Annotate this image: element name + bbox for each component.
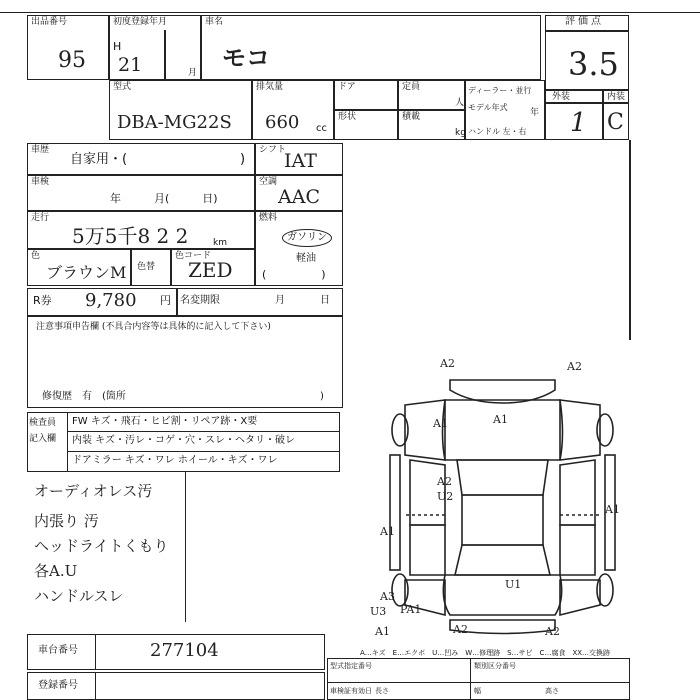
- km-unit: km: [213, 238, 227, 248]
- legend-vline: [470, 658, 471, 700]
- loading-label: 積載: [402, 112, 421, 122]
- register-vline: [95, 672, 96, 700]
- recycle-label: R券: [33, 294, 52, 307]
- register-label: 登録番号: [38, 680, 78, 691]
- chassis-value: 277104: [150, 640, 219, 661]
- tailgate: [443, 575, 561, 615]
- model-year-label: モデル年式: [468, 103, 508, 112]
- handwritten-note: ハンドルスレ: [34, 587, 124, 605]
- right-front-door: [560, 460, 595, 525]
- score-value: 3.5: [568, 45, 619, 83]
- fuel-label: 燃料: [259, 213, 278, 223]
- aircon-label: 空調: [259, 177, 278, 187]
- handwritten-note: 各A.U: [34, 562, 78, 580]
- eq-hline1: [67, 431, 340, 432]
- chassis-label: 車台番号: [38, 645, 78, 656]
- displacement-value: 660: [265, 112, 300, 133]
- first-reg-label: 初度登録年月: [113, 17, 168, 27]
- damage-mark: A2: [453, 623, 468, 636]
- cc-unit: cc: [316, 123, 327, 134]
- lot-number: 95: [58, 48, 86, 73]
- usage-close: ): [240, 152, 246, 167]
- eq-row-2: 内装 キズ・汚レ・コゲ・穴・スレ・ヘタリ・破レ: [72, 435, 295, 446]
- interior-label: 内装: [607, 92, 626, 102]
- legend-item-1: 類別区分番号: [474, 662, 516, 670]
- damage-mark: U2: [437, 490, 454, 503]
- damage-mark: A1: [375, 625, 390, 638]
- right-rear-door: [560, 525, 595, 575]
- model-name: モコ: [222, 43, 270, 72]
- car-diagram: [345, 345, 645, 645]
- handwritten-note: 内張り 汚: [34, 512, 99, 530]
- colorcode-label: 色コード: [175, 251, 212, 261]
- damage-mark: A2: [440, 357, 455, 370]
- left-fender: [405, 400, 445, 460]
- damage-mark: A1: [605, 503, 620, 516]
- legend-item-5: 高さ: [545, 687, 559, 695]
- capacity-label: 定員: [402, 82, 421, 92]
- inspection-label: 車検: [31, 177, 50, 187]
- exterior-label: 外装: [552, 92, 571, 102]
- dealer-label: ディーラー・並行: [468, 86, 532, 95]
- inspector-label: 検査員: [29, 418, 57, 428]
- right-border: [629, 140, 631, 340]
- damage-mark: A3: [380, 590, 395, 603]
- displacement-label: 排気量: [256, 82, 284, 92]
- fuel-paren: ( ): [262, 268, 326, 281]
- nc-day: 日: [320, 295, 330, 306]
- score-line: [545, 30, 629, 32]
- chassis-vline: [95, 634, 96, 670]
- top-strip: [0, 0, 700, 13]
- aircon-value: AAC: [278, 186, 320, 208]
- reg-year: 21: [118, 54, 143, 76]
- grade-hline: [545, 102, 629, 104]
- shift-label: シフト: [259, 145, 287, 155]
- colorcode-value: ZED: [188, 258, 233, 282]
- damage-mark: A1: [493, 413, 508, 426]
- damage-legend: A…キズ E…エクボ U…凹み W…修理跡 S…サビ C…腐食 XX…交換跡: [360, 649, 611, 657]
- damage-mark: A1: [433, 417, 448, 430]
- shape-label: 形状: [338, 112, 357, 122]
- fuel-diesel: 軽油: [296, 253, 316, 264]
- usage-value: 自家用・(: [70, 152, 128, 167]
- color-value: ブラウンM: [46, 263, 127, 282]
- score-label: 評価点: [565, 16, 604, 27]
- legend-item-4: 幅: [474, 687, 481, 695]
- damage-mark: PA1: [400, 603, 422, 616]
- notes-label: 注意事項申告欄 (不具合内容等は具体的に記入して下さい): [36, 322, 271, 332]
- month-unit: 月: [188, 68, 198, 78]
- handwritten-note: ヘッドライトくもり: [34, 537, 169, 555]
- damage-mark: A2: [567, 360, 582, 373]
- usage-label: 車歴: [31, 145, 50, 155]
- recycle-value: 9,780: [85, 290, 137, 311]
- model-label: 車名: [205, 17, 224, 27]
- eq-vline: [67, 412, 68, 472]
- mileage-label: 走行: [31, 213, 50, 223]
- damage-mark: U1: [505, 578, 522, 591]
- fuel-gasoline: ガソリン: [282, 229, 332, 247]
- handle-label: ハンドル 左・右: [468, 127, 527, 136]
- lot-label: 出品番号: [31, 17, 68, 27]
- notes-vline: [185, 472, 186, 622]
- nc-month: 月: [275, 295, 285, 306]
- eq-row-3: ドアミラー キズ・ワレ ホイール・キズ・ワレ: [72, 455, 278, 466]
- grade-vline: [602, 90, 604, 140]
- usage-box: [27, 143, 255, 175]
- hood: [443, 400, 563, 460]
- eq-row-1: FW キズ・飛石・ヒビ割・リペア跡・X要: [72, 416, 258, 427]
- shift-value: IAT: [284, 150, 317, 172]
- exterior-grade: 1: [570, 108, 587, 138]
- yen-unit: 円: [160, 294, 171, 307]
- rear-glass: [455, 545, 550, 575]
- legend-hline: [327, 682, 630, 683]
- legend-item-3: 長さ: [375, 687, 389, 695]
- handwritten-note: オーディオレス汚: [34, 482, 153, 500]
- year-unit: 年: [530, 108, 540, 118]
- kg-unit: kg: [455, 128, 466, 138]
- door-label: ドア: [338, 82, 356, 92]
- right-fender: [560, 400, 600, 460]
- namechange-label: 名変期限: [180, 295, 220, 306]
- left-sill: [390, 455, 400, 570]
- colorchg-label: 色替: [137, 262, 156, 272]
- inspection-text: 年 月( 日): [110, 192, 218, 205]
- person-unit: 人: [455, 98, 465, 108]
- damage-mark: A2: [437, 475, 452, 488]
- damage-mark: A1: [380, 525, 395, 538]
- repair-close: ): [320, 391, 324, 402]
- era-label: H: [113, 40, 122, 53]
- windshield: [457, 460, 548, 495]
- legend-item-2: 車検証有効日: [330, 687, 372, 695]
- color-label: 色: [31, 251, 41, 261]
- roof: [462, 495, 543, 545]
- legend-item-0: 型式指定番号: [330, 662, 372, 670]
- damage-mark: U3: [370, 605, 387, 618]
- damage-mark: A2: [545, 625, 560, 638]
- right-quarter: [560, 580, 600, 615]
- interior-grade: C: [607, 110, 624, 135]
- repair-label: 修復歴 有 (箇所: [42, 391, 126, 402]
- mileage-value: 5万5千8 2 2: [72, 224, 189, 248]
- left-rear-door: [410, 525, 445, 575]
- type-label: 型式: [113, 82, 132, 92]
- record-label: 記入欄: [29, 434, 57, 444]
- eq-hline2: [67, 451, 340, 452]
- reg-divider: [164, 30, 166, 80]
- model-code: DBA-MG22S: [117, 112, 232, 133]
